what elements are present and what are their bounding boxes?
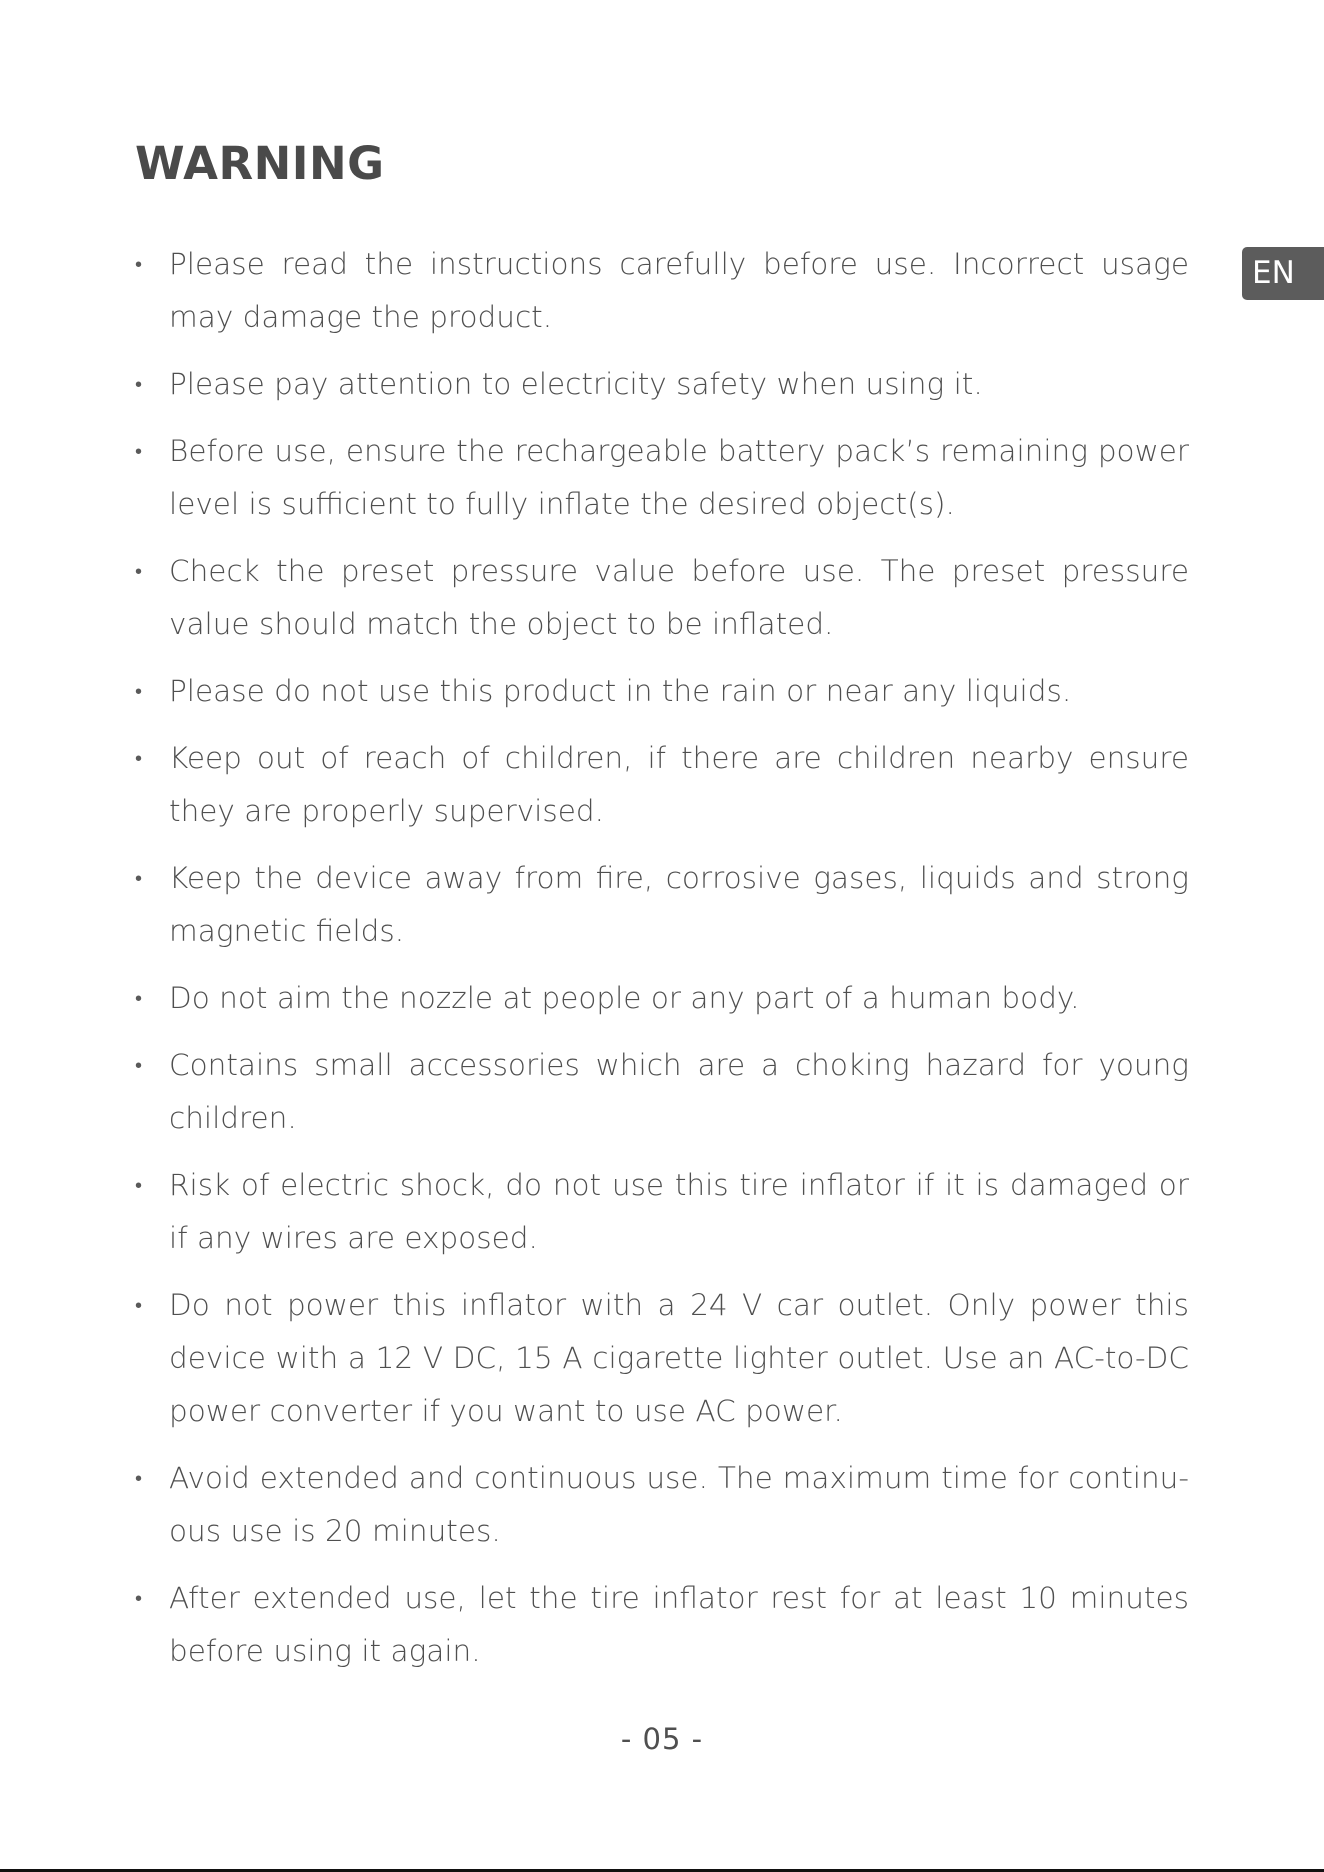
page-number: - 05 - [620,1722,704,1756]
bullet-icon: • [135,746,143,770]
list-item [135,1572,1189,1678]
bullet-icon: • [135,1173,143,1197]
warning-text: Please read the instructions carefully before use. Incorrect usage may damage the product. [169,247,1189,334]
bullet-icon: • [135,1053,143,1077]
warning-text: Contains small accessories which are a choking hazard for young children. [169,1048,1189,1135]
list-item [135,1279,1189,1438]
warning-text: Do not power this inflator with a 24 V car outlet. Only power this device with a 12 V DC, 15 A cigarette lighter outlet. Use an AC-to-DC power converter if you want to use AC power. [169,1288,1189,1428]
list-item [135,358,1189,411]
warning-text: After extended use, let the tire inflator rest for at least 10 minutes before using it again. [169,1581,1189,1668]
warning-text: Keep out of reach of children, if there are children nearby ensure they are properly supervised. [169,741,1189,828]
warning-text: Before use, ensure the rechargeable battery pack’s remaining power level is sufficient to fully inflate the desired object(s). [169,434,1189,521]
bullet-icon: • [135,1293,143,1317]
list-item [135,1452,1189,1558]
bullet-icon: • [135,439,143,463]
bullet-icon: • [135,986,143,1010]
bullet-icon: • [135,1466,143,1490]
list-item [135,425,1189,531]
warning-text: Please pay attention to electricity safety when using it. [169,367,983,401]
page-title: WARNING [135,137,385,190]
bullet-icon: • [135,679,143,703]
warning-text: Check the preset pressure value before use. The preset pressure value should match the object to be inflated. [169,554,1189,641]
list-item [135,238,1189,344]
bullet-icon: • [135,252,143,276]
language-tab: EN [1242,247,1324,300]
warning-list [135,238,1189,1692]
list-item [135,545,1189,651]
warning-text: Do not aim the nozzle at people or any part of a human body. [169,981,1080,1015]
bullet-icon: • [135,1586,143,1610]
list-item [135,665,1189,718]
warning-text: Keep the device away from fire, corrosive gases, liquids and strong magnetic fields. [169,861,1189,948]
list-item [135,972,1189,1025]
warning-text: Avoid extended and continuous use. The maximum time for continu-ous use is 20 minutes. [169,1461,1189,1548]
list-item [135,852,1189,958]
list-item [135,1159,1189,1265]
bullet-icon: • [135,866,143,890]
warning-text: Risk of electric shock, do not use this tire inflator if it is damaged or if any wires are exposed. [169,1168,1189,1255]
warning-text: Please do not use this product in the rain or near any liquids. [169,674,1072,708]
list-item [135,732,1189,838]
bullet-icon: • [135,559,143,583]
list-item [135,1039,1189,1145]
bullet-icon: • [135,372,143,396]
